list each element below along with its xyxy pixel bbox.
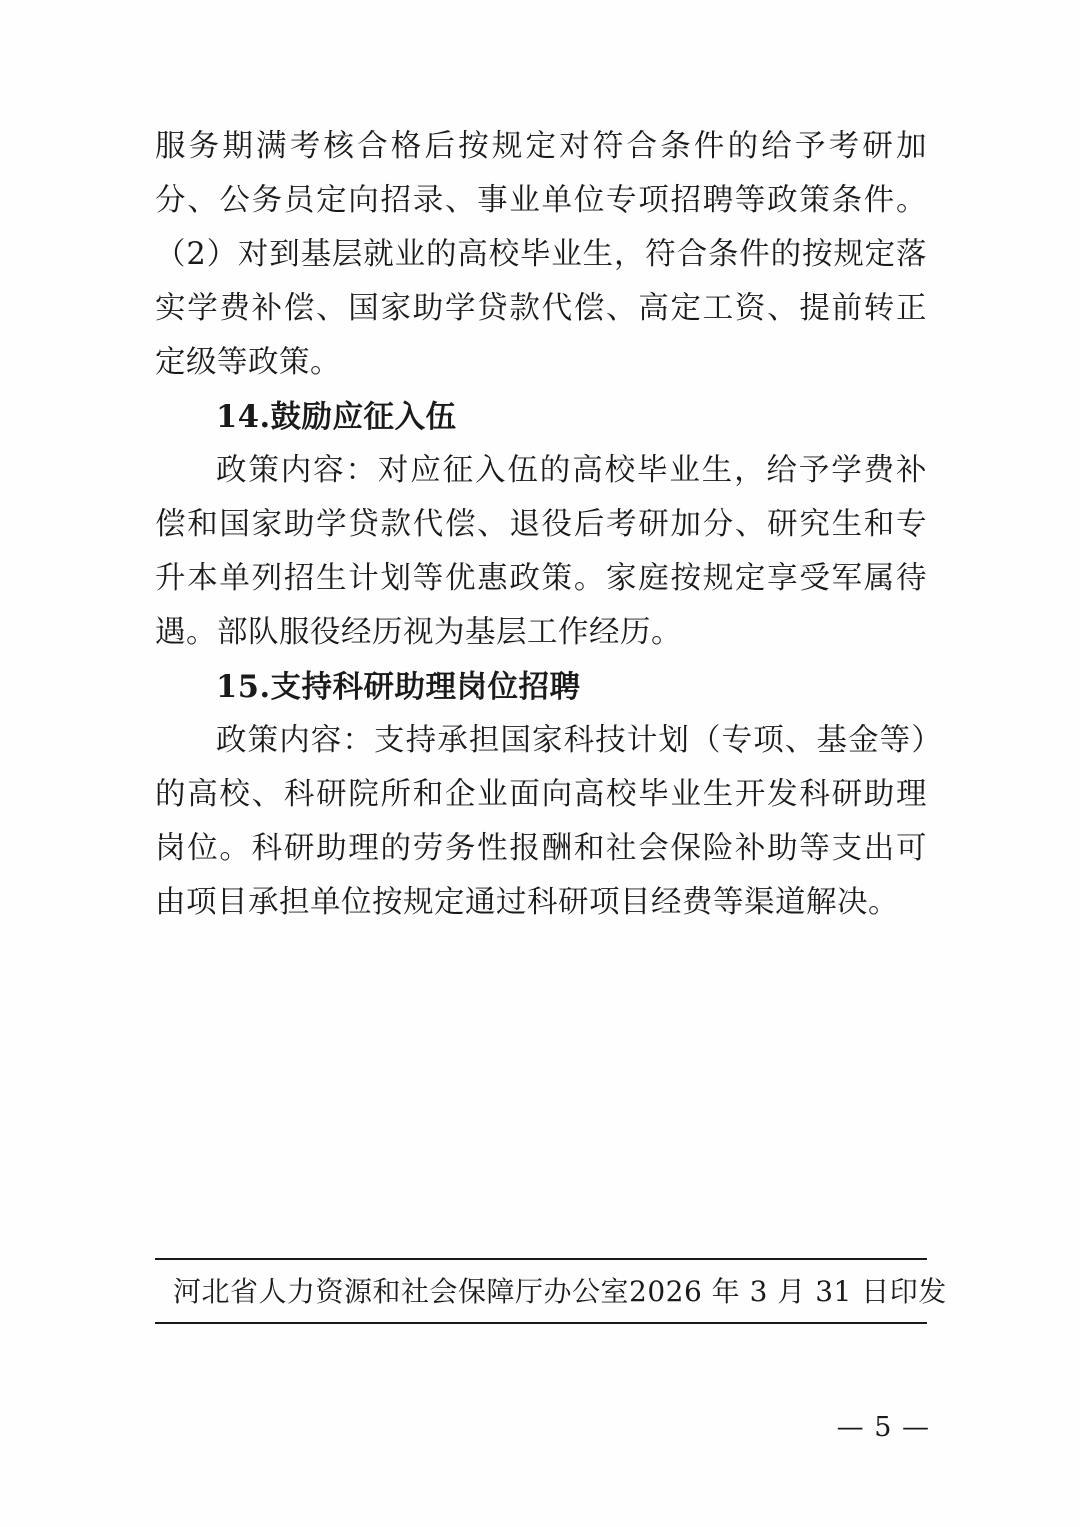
document-body	[155, 120, 927, 930]
section-body-15: 政策内容：支持承担国家科技计划（专项、基金等）的高校、科研院所和企业面向高校毕业生开发科研助理岗位。科研助理的劳务性报酬和社会保险补助等支出可由项目承担单位按规定通过科研项目经费等渠道解决。	[155, 723, 927, 920]
paragraph-continued: 服务期满考核合格后按规定对符合条件的给予考研加分、公务员定向招录、事业单位专项招聘等政策条件。（2）对到基层就业的高校毕业生，符合条件的按规定落实学费补偿、国家助学贷款代偿、高定工资、提前转正定级等政策。	[155, 129, 927, 380]
section-heading-14: 14.鼓励应征入伍	[216, 399, 457, 435]
footer-issuer: 河北省人力资源和社会保障厅办公室	[173, 1275, 630, 1308]
section-body-14: 政策内容：对应征入伍的高校毕业生，给予学费补偿和国家助学贷款代偿、退役后考研加分、研究生和专升本单列招生计划等优惠政策。家庭按规定享受军属待遇。部队服役经历视为基层工作经历。	[155, 453, 927, 650]
page-number: — 5 —	[836, 1412, 930, 1443]
document-footer	[155, 1258, 947, 1324]
footer-rule-bottom	[155, 1322, 927, 1324]
footer-issue-date: 2026 年 3 月 31 日印发	[629, 1275, 947, 1308]
section-heading-15: 15.支持科研助理岗位招聘	[216, 669, 581, 705]
footer-row	[155, 1260, 947, 1322]
